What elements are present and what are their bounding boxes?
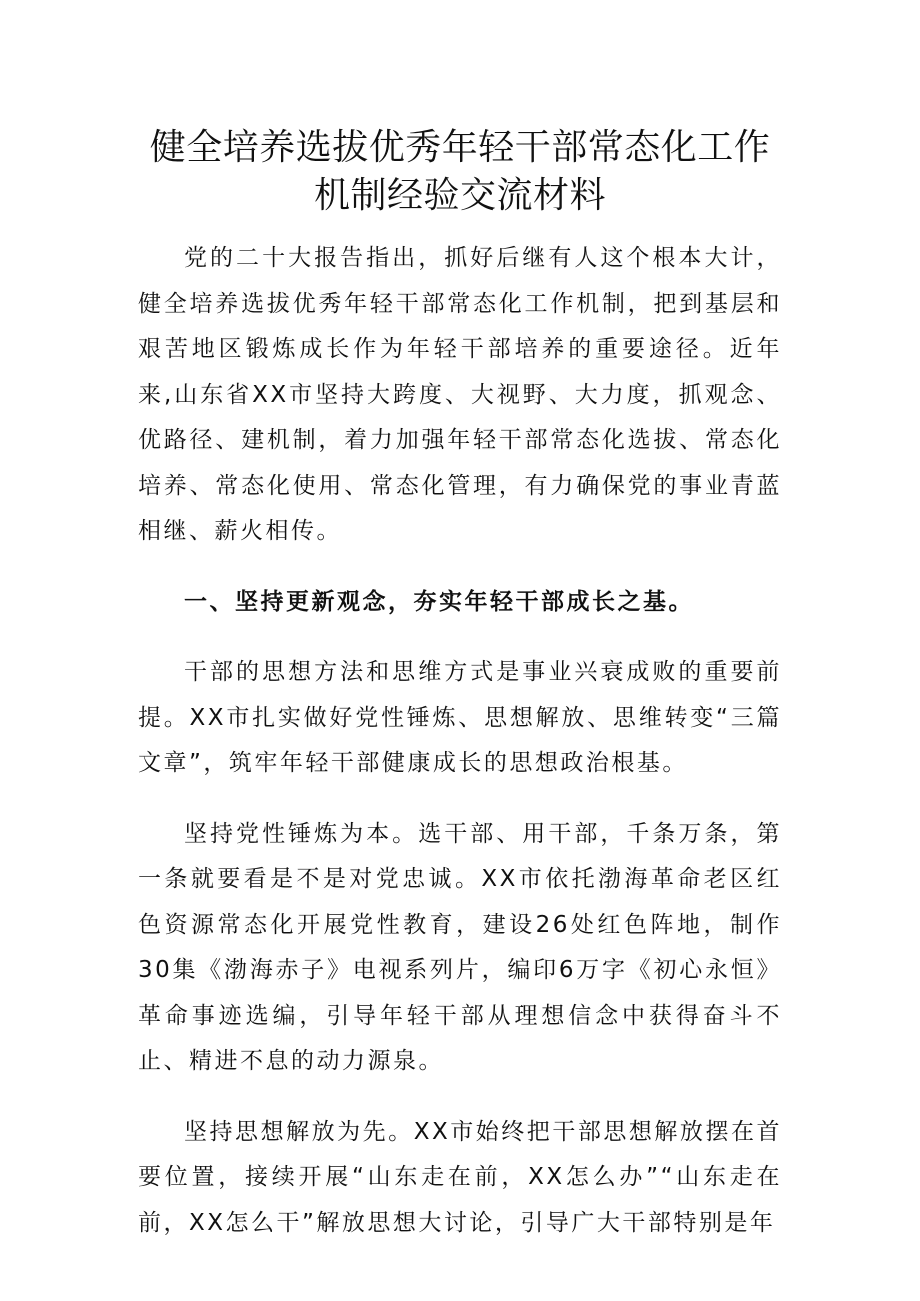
section-heading-1: 一、坚持更新观念，夯实年轻干部成长之基。 (184, 588, 694, 615)
paragraph-intro: 党的二十大报告指出，抓好后继有人这个根本大计，健全培养选拔优秀年轻干部常态化工作机制，把到基层和艰苦地区锻炼成长作为年轻干部培养的重要途径。近年来,山东省XX市坚持大跨度、大视野、大力度，抓观念、优路径、建机制，着力加强年轻干部常态化选拔、常态化培养、常态化使用、常态化管理，有力确保党的事业青蓝相继、薪火相传。 (138, 245, 782, 544)
document-title: 健全培养选拔优秀年轻干部常态化工作机制经验交流材料 (149, 127, 771, 216)
paragraph-thought-liberation: 坚持思想解放为先。XX市始终把干部思想解放摆在首要位置，接续开展“山东走在前，XX怎么办”“山东走在前，XX怎么干”解放思想大讨论，引导广大干部特别是年 (138, 1118, 782, 1236)
document-body (138, 236, 782, 1271)
paragraph-party-spirit: 坚持党性锤炼为本。选干部、用干部，千条万条，第一条就要看是不是对党忠诚。XX市依托渤海革命老区红色资源常态化开展党性教育，建设26处红色阵地，制作30集《渤海赤子》电视系列片，编印6万字《初心永恒》革命事迹选编，引导年轻干部从理想信念中获得奋斗不止、精进不息的动力源泉。 (138, 820, 782, 1074)
paragraph-section-1-intro: 干部的思想方法和思维方式是事业兴衰成败的重要前提。XX市扎实做好党性锤炼、思想解放、思维转变“三篇文章”，筑牢年轻干部健康成长的思想政治根基。 (138, 659, 782, 776)
